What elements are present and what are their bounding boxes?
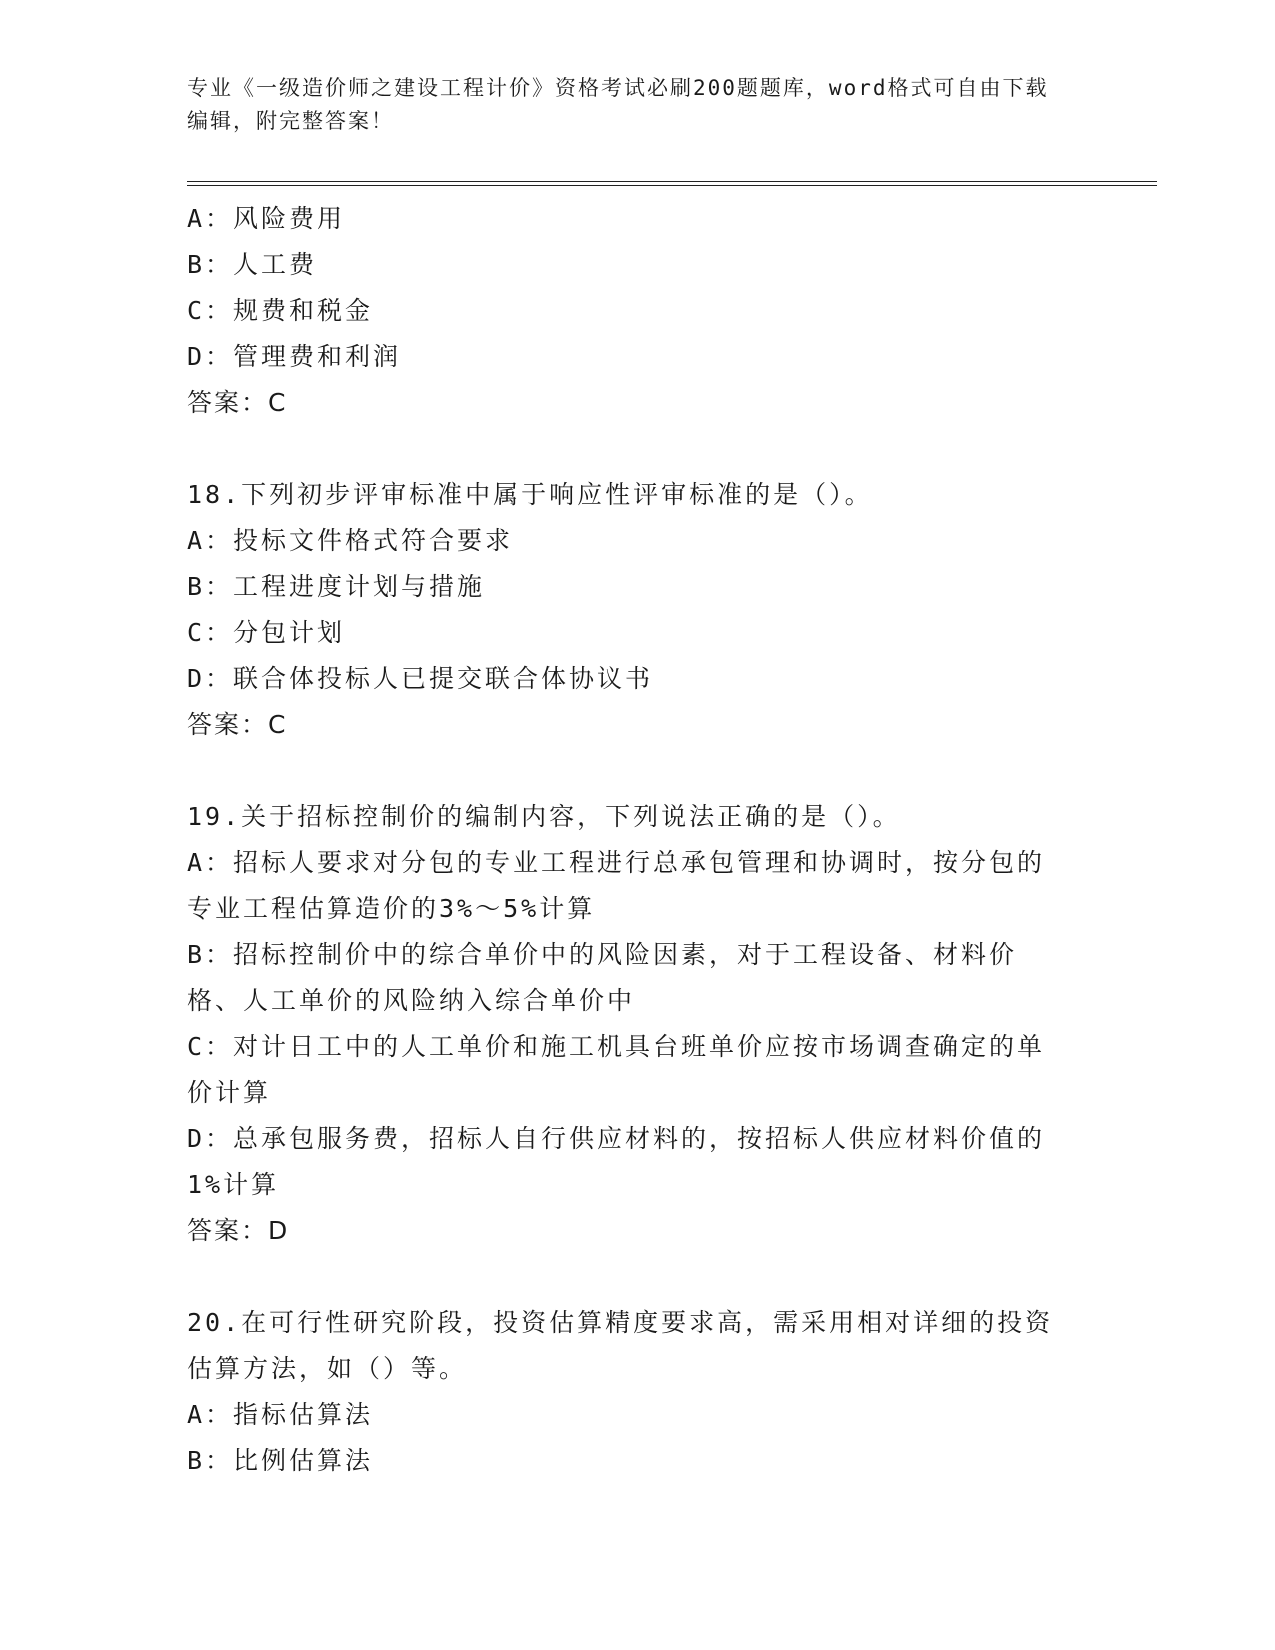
- q18-option-b: B：工程进度计划与措施: [187, 572, 486, 601]
- q17-option-d: D：管理费和利润: [187, 342, 402, 371]
- spacer: [187, 748, 1067, 794]
- q17-answer: 答案：C: [187, 388, 288, 417]
- q18-option-d: D：联合体投标人已提交联合体协议书: [187, 664, 654, 693]
- q18-option-c: C：分包计划: [187, 618, 346, 647]
- question-20: [187, 1300, 1067, 1484]
- q20-option-b: B：比例估算法: [187, 1446, 374, 1475]
- q17-option-b: B：人工费: [187, 250, 318, 279]
- question-18: [187, 472, 1067, 748]
- q20-option-a: A：指标估算法: [187, 1400, 374, 1429]
- q18-question-text: 18.下列初步评审标准中属于响应性评审标准的是（）。: [187, 480, 873, 509]
- question-19: [187, 794, 1067, 1254]
- q19-option-b: B：招标控制价中的综合单价中的风险因素，对于工程设备、材料价格、人工单价的风险纳入综合单价中: [187, 940, 1018, 1015]
- q19-option-d: D：总承包服务费，招标人自行供应材料的，按招标人供应材料价值的1%计算: [187, 1124, 1046, 1199]
- q18-option-a: A：投标文件格式符合要求: [187, 526, 514, 555]
- document-intro: 专业《一级造价师之建设工程计价》资格考试必刷200题题库，word格式可自由下载编辑，附完整答案！: [187, 76, 1049, 133]
- spacer: [187, 1254, 1067, 1300]
- q19-option-a: A：招标人要求对分包的专业工程进行总承包管理和协调时，按分包的专业工程估算造价的3%～5%计算: [187, 848, 1046, 923]
- q20-question-text: 20.在可行性研究阶段，投资估算精度要求高，需采用相对详细的投资估算方法，如（）等。: [187, 1308, 1054, 1383]
- q18-answer: 答案：C: [187, 710, 288, 739]
- header-divider: [187, 181, 1157, 186]
- q17-option-c: C：规费和税金: [187, 296, 374, 325]
- question-list: [187, 196, 1067, 1484]
- q19-answer: 答案：D: [187, 1216, 290, 1245]
- q19-option-c: C：对计日工中的人工单价和施工机具台班单价应按市场调查确定的单价计算: [187, 1032, 1046, 1107]
- divider-line-bottom: [187, 185, 1157, 186]
- document-page: [187, 72, 1157, 1484]
- question-17: [187, 196, 1067, 426]
- spacer: [187, 426, 1067, 472]
- q17-option-a: A：风险费用: [187, 204, 346, 233]
- q19-question-text: 19.关于招标控制价的编制内容，下列说法正确的是（）。: [187, 802, 901, 831]
- divider-line-top: [187, 181, 1157, 182]
